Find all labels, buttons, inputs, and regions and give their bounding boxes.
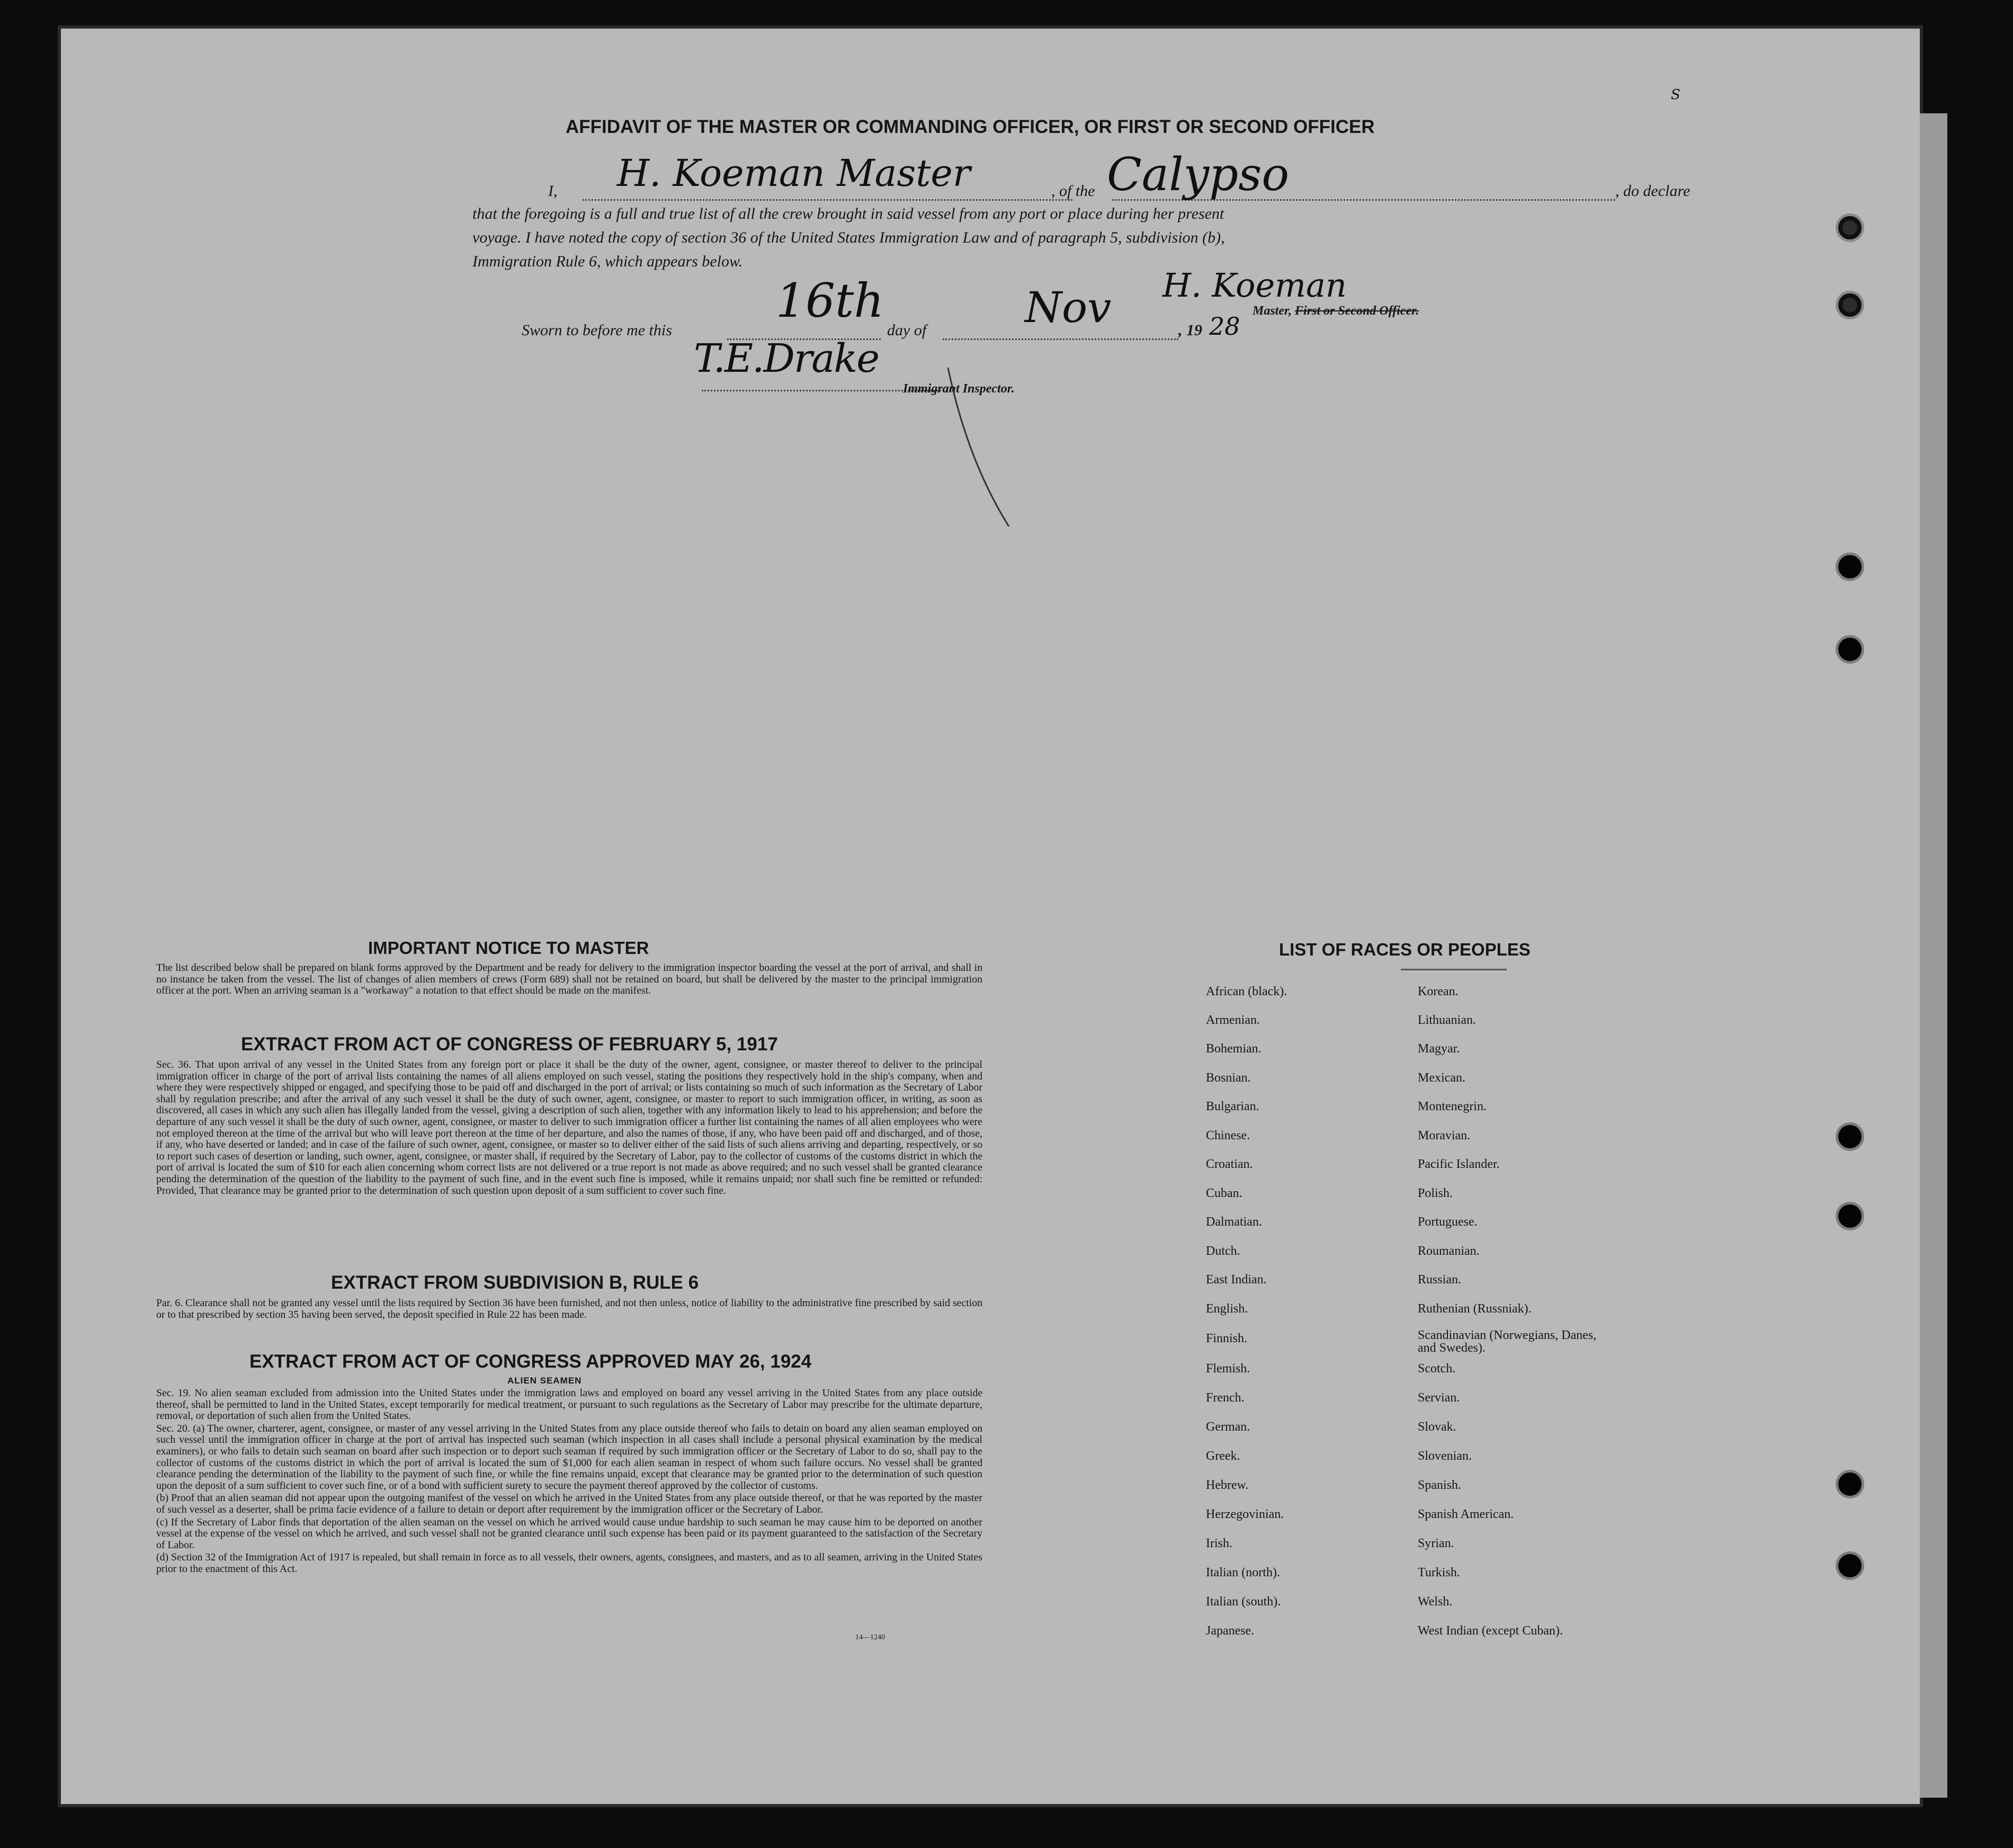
- race-item: Bosnian.: [1206, 1071, 1251, 1085]
- form-number: 14—1240: [855, 1633, 885, 1641]
- race-item: Lithuanian.: [1418, 1013, 1476, 1027]
- day-of-label: day of: [887, 322, 927, 339]
- race-item: Herzegovinian.: [1206, 1507, 1284, 1521]
- races-title: LIST OF RACES OR PEOPLES: [1279, 940, 1531, 959]
- race-item: Pacific Islander.: [1418, 1157, 1500, 1171]
- race-item: Greek.: [1206, 1449, 1240, 1463]
- race-item: Japanese.: [1206, 1624, 1255, 1638]
- do-declare-label: , do declare: [1615, 182, 1690, 200]
- affidavit-line-3: voyage. I have noted the copy of section 36 of the United States Immigration Law and of paragraph 5, subdivision (b),: [472, 229, 1225, 246]
- race-item: English.: [1206, 1302, 1248, 1316]
- subdivision-text: Par. 6. Clearance shall not be granted any vessel until the lists required by Section 36 have been furnished, and not then unless, notice of liability to the administrative fine prescribed by said section or to that prescribed by section 35 having been served, the deposit specified in Rule 22 has been made.: [156, 1297, 982, 1320]
- race-item: Cuban.: [1206, 1186, 1242, 1200]
- race-item: Ruthenian (Russniak).: [1418, 1302, 1532, 1316]
- race-item: Spanish American.: [1418, 1507, 1514, 1521]
- year-value: 28: [1209, 312, 1240, 341]
- sec-20d-paragraph: (d) Section 32 of the Immigration Act of 1917 is repealed, but shall remain in force as to all vessels, their owners, agents, consignees, and masters, and as to all seamen, arriving in the United States prior to the enactment of this Act.: [156, 1551, 982, 1575]
- race-item: German.: [1206, 1420, 1250, 1434]
- sec-20c-paragraph: (c) If the Secretary of Labor finds that deportation of the alien seaman on the vessel on which he arrived would cause undue hardship to such seaman he may cause him to be deported on another vessel at the expense of the vessel on which he arrived, and such vessel shall not be granted clearance until such expense has been paid or its payment guaranteed to the satisfaction of the Secretary of Labor.: [156, 1516, 982, 1551]
- extract-1924-title: EXTRACT FROM ACT OF CONGRESS APPROVED MAY 26, 1924: [249, 1351, 812, 1372]
- master-signature: H. Koeman: [1162, 266, 1347, 305]
- race-item: Slovenian.: [1418, 1449, 1472, 1463]
- race-item: Scotch.: [1418, 1362, 1456, 1376]
- race-item: Russian.: [1418, 1273, 1462, 1287]
- race-item: Moravian.: [1418, 1129, 1471, 1142]
- race-item: Dalmatian.: [1206, 1215, 1262, 1229]
- master-caption-struck: First or Second Officer.: [1295, 304, 1419, 318]
- race-item: Scandinavian (Norwegians, Danes, and Swedes).: [1418, 1328, 1597, 1355]
- race-item: Roumanian.: [1418, 1244, 1480, 1258]
- sworn-label: Sworn to before me this: [522, 322, 672, 339]
- race-item: Irish.: [1206, 1537, 1232, 1550]
- race-item: African (black).: [1206, 985, 1287, 998]
- race-item: Dutch.: [1206, 1244, 1240, 1258]
- race-item: Syrian.: [1418, 1537, 1454, 1550]
- race-item: Chinese.: [1206, 1129, 1250, 1142]
- officer-name: H. Koeman Master: [617, 151, 971, 195]
- extract-1917-title: EXTRACT FROM ACT OF CONGRESS OF FEBRUARY 5, 1917: [241, 1034, 778, 1055]
- extract-1917-text: Sec. 36. That upon arrival of any vessel in the United States from any foreign port or place it shall be the duty of the owner, agent, consignee, or master thereof to deliver to the principal immigration officer in charge of the port of arrival lists containing the names of all aliens employed on such vessel, stating the positions they respectively hold in the ship's company, when and where they were respectively shipped or engaged, and specifying those to be paid off and discharged in the port of arrival; or lists containing so much of such information as the Secretary of Labor shall by regulation prescribe; and after the arrival of any such vessel it shall be the duty of such owner, agent, consignee, or master to report to such immigration officer, in writing, as soon as discovered, all cases in which any such alien has illegally landed from the vessel, giving a description of such alien, together with any information likely to lead to his apprehension; and before the departure of any such vessel it shall be the duty of such owner, agent, consignee, or master to deliver to such immigration officer a further list containing the names of all alien employees who were not employed thereon at the time of the arrival but who will leave port thereon at the time of her departure, and also the names of those, if any, who have been paid off and discharged, and of those, if any, who have deserted or landed; and in case of the failure of such owner, agent, consignee, or master so to deliver either of the said lists of such aliens arriving and departing, respectively, or so to report such cases of desertion or landing, such owner, agent, consignee, or master shall, if required by the Secretary of Labor, pay to the collector of customs of the customs district in which the port of arrival is located the sum of $10 for each alien concerning whom correct lists are not delivered or a true report is not made as above required; and no such vessel shall be granted clearance pending the determination of the question of the liability to the payment of such fine, and in the event such fine is imposed, while it remains unpaid; nor shall such fine be remitted or refunded: Provided, That clearance may be granted prior to the determination of such question upon deposit of a sum sufficient to cover such fine.: [156, 1059, 982, 1197]
- race-item: Croatian.: [1206, 1157, 1253, 1171]
- affidavit-prefix: I,: [548, 182, 558, 200]
- year-prefix: , 19: [1178, 322, 1202, 339]
- affidavit-line-2: that the foregoing is a full and true list of all the crew brought in said vessel from any port or place during her present: [472, 205, 1224, 222]
- race-item: Finnish.: [1206, 1332, 1248, 1345]
- notice-text: The list described below shall be prepared on blank forms approved by the Department and be ready for delivery to the immigration inspector boarding the vessel at the port of arrival, and shall in no instance be taken from the vessel. The list of changes of alien members of crews (Form 689) shall not be retained on board, but shall be delivered by the master to the principal immigration officer at the port. When an arriving seaman is a "workaway" a notation to that effect should be made on the manifest.: [156, 962, 982, 997]
- race-item: Armenian.: [1206, 1013, 1260, 1027]
- races-title-rule: [1401, 969, 1507, 970]
- inspector-caption: Immigrant Inspector.: [903, 382, 1015, 396]
- race-item: Servian.: [1418, 1391, 1460, 1405]
- race-item: West Indian (except Cuban).: [1418, 1624, 1563, 1638]
- race-item: Hebrew.: [1206, 1478, 1249, 1492]
- race-item: Spanish.: [1418, 1478, 1462, 1492]
- race-item: Italian (north).: [1206, 1566, 1280, 1579]
- race-item: Mexican.: [1418, 1071, 1465, 1085]
- pen-stroke: [948, 368, 1009, 526]
- race-item: Turkish.: [1418, 1566, 1460, 1579]
- race-item: East Indian.: [1206, 1273, 1267, 1287]
- race-item: Bulgarian.: [1206, 1100, 1259, 1113]
- extract-1924-text: [156, 1388, 982, 1576]
- alien-seamen-subtitle: ALIEN SEAMEN: [507, 1376, 582, 1386]
- document-page: [61, 29, 1920, 1804]
- corner-mark: S: [1671, 87, 1680, 103]
- sec-20b-paragraph: (b) Proof that an alien seaman did not appear upon the outgoing manifest of the vessel on which he arrived in the United States from any place outside thereof, or that he was reported by the master of such vessel as a deserter, shall be prima facie evidence of a failure to detain or deport after requirement by the immigration officer or the Secretary of Labor.: [156, 1492, 982, 1515]
- race-item: Polish.: [1418, 1186, 1453, 1200]
- race-item: Bohemian.: [1206, 1042, 1262, 1056]
- race-item: Montenegrin.: [1418, 1100, 1487, 1113]
- race-item: Slovak.: [1418, 1420, 1456, 1434]
- sec-20a-paragraph: Sec. 20. (a) The owner, charterer, agent, consignee, or master of any vessel arriving in the United States from any place outside thereof who fails to detain on board any alien seaman employed on such vessel until the immigration officer in charge at the port of arrival has inspected such seaman (which inspection in all cases shall include a personal physical examination by the medical examiners), or who fails to detain such seaman on board after such inspection or to deport such seaman if required by such immigration officer or the Secretary of Labor to do so, shall pay to the collector of customs of the customs district in which the port of arrival is located the sum of $1,000 for each alien seaman in respect of whom such failure occurs. No vessel shall be granted clearance pending the determination of the liability to the payment of such fine, or while the fine remains unpaid, except that clearance may be granted prior to the determination of such question upon the deposit of a sum sufficient to cover such fine, or of a bond with sufficient surety to secure the payment thereof approved by the collector of customs.: [156, 1422, 982, 1492]
- race-item: Magyar.: [1418, 1042, 1460, 1056]
- affidavit-title: AFFIDAVIT OF THE MASTER OR COMMANDING OFFICER, OR FIRST OR SECOND OFFICER: [566, 117, 1375, 137]
- month-value: Nov: [1025, 283, 1112, 332]
- affidavit-line-4: Immigration Rule 6, which appears below.: [472, 253, 743, 270]
- race-item: Italian (south).: [1206, 1595, 1281, 1609]
- inspector-signature: T.E.Drake: [694, 336, 879, 381]
- race-item: Portuguese.: [1418, 1215, 1478, 1229]
- of-the-label: , of the: [1051, 182, 1095, 200]
- vessel-name: Calypso: [1107, 148, 1290, 201]
- master-caption-master: Master,: [1252, 304, 1292, 318]
- race-item: Welsh.: [1418, 1595, 1453, 1609]
- day-value: 16th: [776, 273, 884, 328]
- subdivision-title: EXTRACT FROM SUBDIVISION B, RULE 6: [331, 1272, 699, 1293]
- race-item: Flemish.: [1206, 1362, 1250, 1376]
- race-item: Korean.: [1418, 985, 1459, 998]
- sec-19-paragraph: Sec. 19. No alien seaman excluded from admission into the United States under the immigration laws and employed on board any vessel arriving in the United States from any place outside thereof, shall be permitted to land in the United States, except temporarily for medical treatment, or pursuant to such regulations as the Secretary of Labor may prescribe for the ultimate departure, removal, or deportation of such alien from the United States.: [156, 1387, 982, 1422]
- page-edge: [1920, 113, 1947, 1798]
- notice-title: IMPORTANT NOTICE TO MASTER: [368, 938, 649, 958]
- race-item: French.: [1206, 1391, 1245, 1405]
